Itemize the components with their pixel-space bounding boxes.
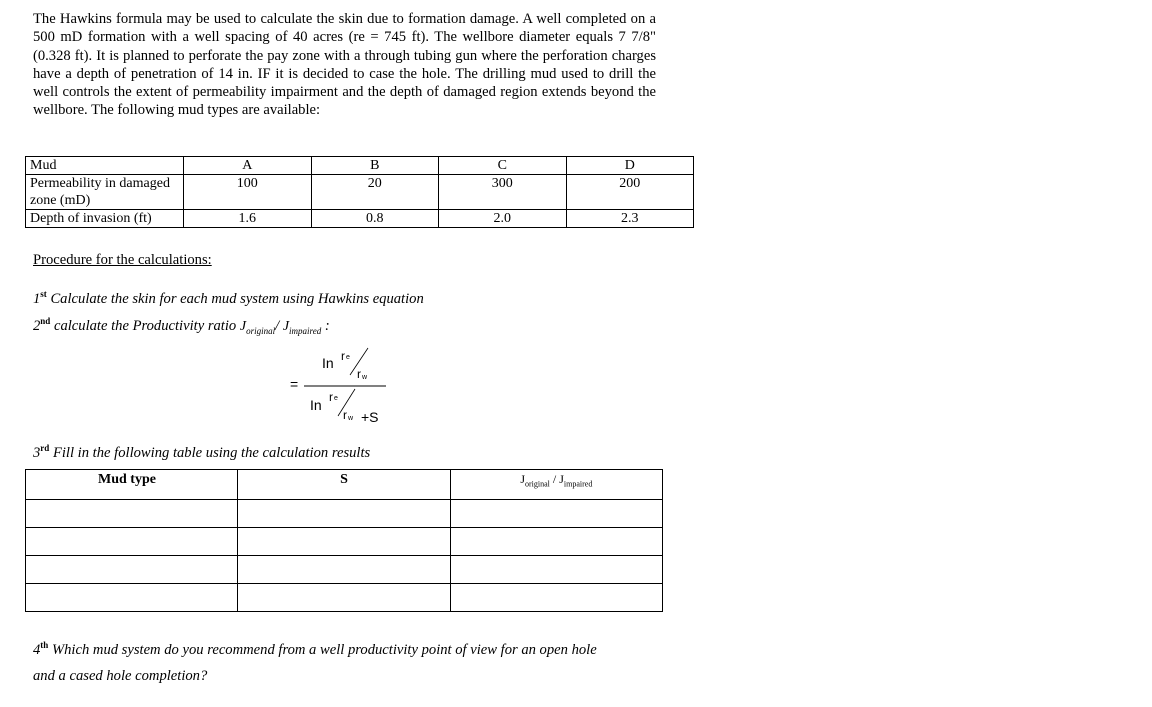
- table-header-row: [26, 470, 663, 500]
- table-row: [26, 500, 663, 528]
- empty-cell[interactable]: [450, 500, 662, 528]
- step-3: [33, 443, 370, 462]
- table-row: [26, 528, 663, 556]
- col-header-mud-type: Mud type: [26, 470, 238, 500]
- re-sub-denominator: e: [334, 395, 338, 402]
- step-1: [33, 289, 424, 308]
- table-cell: 200: [566, 175, 694, 210]
- ln-denominator: In: [310, 397, 322, 413]
- productivity-ratio-formula: [290, 345, 400, 435]
- step-number: 4: [33, 641, 41, 658]
- re-sub-numerator: e: [346, 354, 350, 361]
- plus-skin: +S: [361, 409, 379, 425]
- table-cell: B: [311, 157, 439, 175]
- table-cell: 300: [439, 175, 567, 210]
- table-row: [26, 556, 663, 584]
- empty-cell[interactable]: [26, 528, 238, 556]
- table-cell: Mud: [26, 157, 184, 175]
- step-2: 2nd calculate the Productivity ratio $J_{original}/$ $J_{impaired}$ :: [33, 316, 330, 336]
- ln-numerator: In: [322, 355, 334, 371]
- col-header-ratio: $J_{original} / J_{impaired}$: [450, 470, 662, 500]
- table-cell: 1.6: [184, 210, 312, 228]
- step-ordinal: st: [40, 289, 47, 299]
- rw-denominator: r: [343, 408, 347, 422]
- step-4-continued: and a cased hole completion?: [33, 668, 208, 684]
- table-cell: 20: [311, 175, 439, 210]
- ratio-j-impaired: J: [282, 318, 290, 334]
- empty-cell[interactable]: [450, 528, 662, 556]
- step-text: calculate the Productivity ratio: [53, 317, 237, 334]
- table-cell: D: [566, 157, 694, 175]
- step-ordinal: nd: [40, 316, 51, 326]
- fraction-lines: [290, 345, 400, 435]
- step-ordinal: th: [40, 640, 49, 650]
- empty-cell[interactable]: [26, 500, 238, 528]
- empty-cell[interactable]: [450, 556, 662, 584]
- empty-cell[interactable]: [450, 584, 662, 612]
- table-cell: A: [184, 157, 312, 175]
- step-ordinal: rd: [40, 443, 50, 453]
- table-cell: 100: [184, 175, 312, 210]
- rw-sub-numerator: w: [362, 374, 368, 381]
- step-number: 3: [33, 444, 41, 461]
- empty-cell[interactable]: [238, 584, 450, 612]
- col-header-skin: S: [238, 470, 450, 500]
- step-number: 2: [33, 317, 41, 334]
- procedure-heading: Procedure for the calculations:: [33, 252, 212, 268]
- rw-numerator: r: [357, 367, 361, 381]
- table-cell: Depth of invasion (ft): [26, 210, 184, 228]
- table-row: [26, 210, 694, 228]
- step-text: Which mud system do you recommend from a well productivity point of view for an open hole: [51, 641, 597, 658]
- rw-sub-denominator: w: [348, 415, 354, 422]
- ratio-sub-original: original: [246, 325, 276, 336]
- mud-properties-table: [25, 156, 694, 228]
- equals-sign: =: [290, 376, 299, 392]
- table-cell: C: [439, 157, 567, 175]
- step-text: Calculate the skin for each mud system using Hawkins equation: [50, 290, 424, 307]
- table-cell: 2.3: [566, 210, 694, 228]
- colon: :: [324, 317, 330, 334]
- table-cell: 2.0: [439, 210, 567, 228]
- empty-cell[interactable]: [238, 500, 450, 528]
- results-table: [25, 469, 663, 612]
- empty-cell[interactable]: [26, 556, 238, 584]
- re-numerator: r: [341, 349, 345, 363]
- empty-cell[interactable]: [238, 556, 450, 584]
- empty-cell[interactable]: [238, 528, 450, 556]
- ratio-sub-impaired: impaired: [289, 325, 322, 336]
- table-cell: 0.8: [311, 210, 439, 228]
- table-row: [26, 584, 663, 612]
- problem-statement: The Hawkins formula may be used to calculate the skin due to formation damage. A well completed on a 500 mD formation with a well spacing of 40 acres (re = 745 ft). The wellbore diameter equals 7 7/8" (0.328 ft). It is planned to perforate the pay zone with a through tubing gun where the perforation charges have a depth of penetration of 14 in. IF it is decided to case the hole. The drilling mud used to drill the well controls the extent of permeability impairment and the depth of damaged region extends beyond the wellbore. The following mud types are available:: [33, 11, 656, 119]
- re-denominator: r: [329, 390, 333, 404]
- ratio-j-original: J: [239, 318, 247, 334]
- empty-cell[interactable]: [26, 584, 238, 612]
- step-4: [33, 640, 597, 659]
- table-row: [26, 175, 694, 210]
- step-number: 1: [33, 290, 41, 307]
- table-cell: Permeability in damaged zone (mD): [26, 175, 184, 210]
- table-row: [26, 157, 694, 175]
- step-text: Fill in the following table using the calculation results: [52, 444, 371, 461]
